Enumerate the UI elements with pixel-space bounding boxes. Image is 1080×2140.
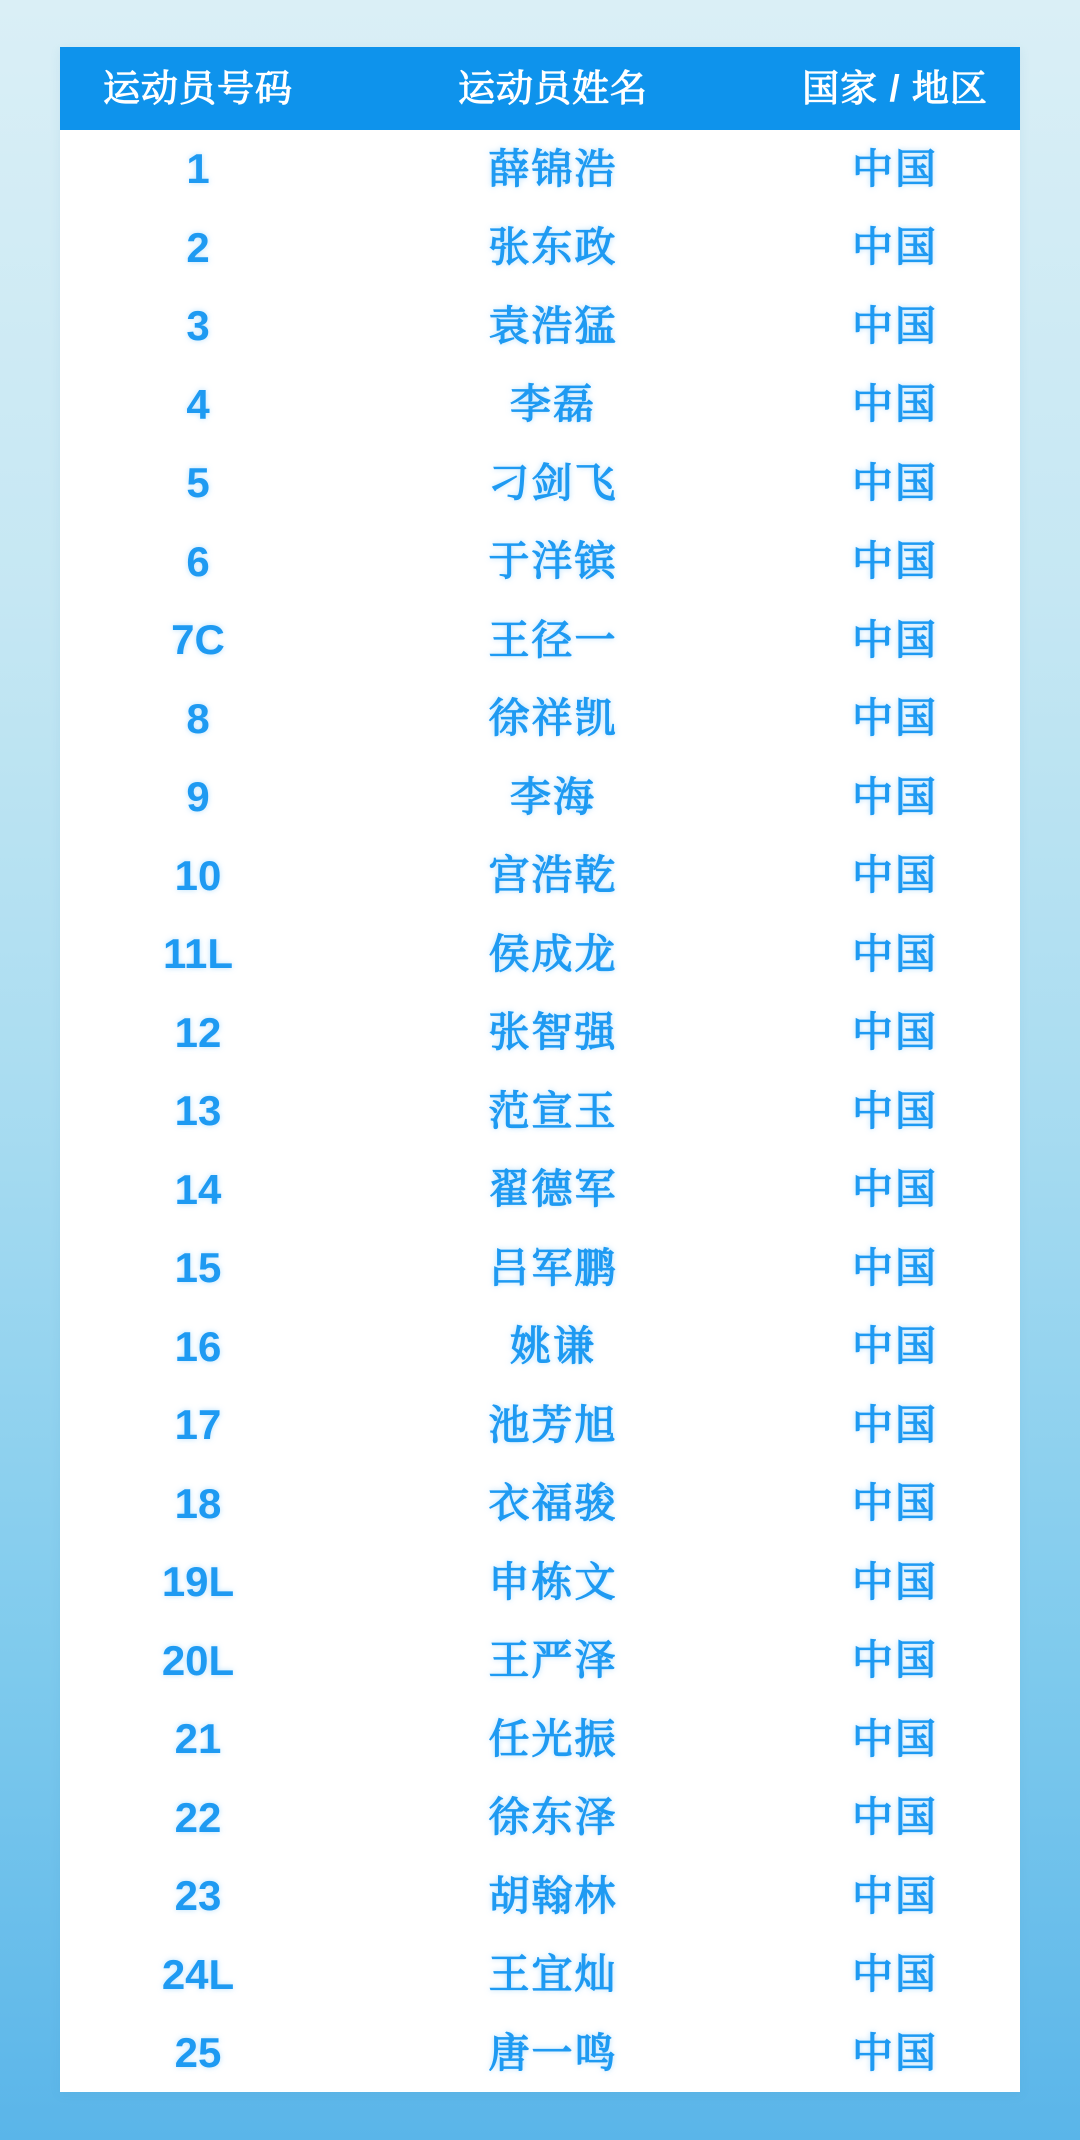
cell-athlete-name: 申栋文 bbox=[488, 1558, 618, 1605]
table-row bbox=[60, 1857, 1020, 1936]
table-row bbox=[60, 523, 1020, 602]
cell-athlete-name: 吕军鹏 bbox=[488, 1244, 618, 1291]
cell-country-region: 中国 bbox=[852, 459, 938, 506]
table-row bbox=[60, 1543, 1020, 1622]
cell-country-region: 中国 bbox=[852, 1951, 938, 1998]
cell-country-region: 中国 bbox=[852, 1480, 938, 1527]
table-row bbox=[60, 1779, 1020, 1858]
cell-country-region: 中国 bbox=[852, 224, 938, 271]
cell-athlete-number: 5 bbox=[186, 459, 210, 507]
table-row bbox=[60, 1622, 1020, 1701]
cell-athlete-name: 宫浩乾 bbox=[488, 852, 618, 899]
cell-athlete-number: 12 bbox=[174, 1008, 222, 1056]
cell-athlete-number: 2 bbox=[186, 223, 210, 271]
cell-athlete-number: 23 bbox=[174, 1872, 222, 1920]
cell-country-region: 中国 bbox=[852, 616, 938, 663]
cell-athlete-number: 16 bbox=[174, 1322, 222, 1370]
cell-country-region: 中国 bbox=[852, 1323, 938, 1370]
cell-athlete-number: 18 bbox=[174, 1479, 222, 1527]
column-header-athlete-number: 运动员号码 bbox=[103, 68, 293, 109]
table-row bbox=[60, 1072, 1020, 1151]
cell-athlete-name: 刁剑飞 bbox=[488, 459, 618, 506]
cell-athlete-name: 翟德军 bbox=[488, 1166, 618, 1213]
cell-athlete-number: 22 bbox=[174, 1793, 222, 1841]
table-header-row bbox=[60, 47, 1020, 130]
table-row bbox=[60, 1700, 1020, 1779]
cell-athlete-number: 9 bbox=[186, 773, 210, 821]
cell-athlete-name: 张智强 bbox=[488, 1009, 618, 1056]
cell-athlete-name: 徐东泽 bbox=[488, 1794, 618, 1841]
table-row bbox=[60, 1308, 1020, 1387]
cell-athlete-name: 范宣玉 bbox=[488, 1087, 618, 1134]
table-row bbox=[60, 444, 1020, 523]
cell-athlete-number: 19L bbox=[161, 1558, 235, 1606]
cell-athlete-name: 王严泽 bbox=[488, 1637, 618, 1684]
cell-country-region: 中国 bbox=[852, 1637, 938, 1684]
cell-athlete-number: 11L bbox=[162, 930, 234, 978]
column-header-athlete-name: 运动员姓名 bbox=[458, 68, 648, 109]
cell-country-region: 中国 bbox=[852, 1715, 938, 1762]
table-row bbox=[60, 1229, 1020, 1308]
table-row bbox=[60, 366, 1020, 445]
cell-athlete-number: 3 bbox=[186, 302, 210, 350]
cell-athlete-name: 衣福骏 bbox=[488, 1480, 618, 1527]
table-row bbox=[60, 758, 1020, 837]
cell-country-region: 中国 bbox=[852, 930, 938, 977]
cell-country-region: 中国 bbox=[852, 1087, 938, 1134]
cell-athlete-number: 24L bbox=[161, 1950, 235, 1998]
table-row bbox=[60, 1465, 1020, 1544]
cell-country-region: 中国 bbox=[852, 538, 938, 585]
cell-country-region: 中国 bbox=[852, 1558, 938, 1605]
cell-athlete-number: 20L bbox=[161, 1636, 235, 1684]
cell-country-region: 中国 bbox=[852, 852, 938, 899]
cell-athlete-number: 17 bbox=[174, 1401, 222, 1449]
table-row bbox=[60, 1386, 1020, 1465]
cell-country-region: 中国 bbox=[852, 381, 938, 428]
cell-athlete-name: 唐一鸣 bbox=[488, 2029, 618, 2076]
table-row bbox=[60, 994, 1020, 1073]
cell-athlete-name: 李磊 bbox=[510, 381, 596, 428]
table-row bbox=[60, 680, 1020, 759]
athlete-roster-card bbox=[60, 47, 1020, 2092]
cell-athlete-name: 侯成龙 bbox=[488, 930, 618, 977]
cell-country-region: 中国 bbox=[852, 302, 938, 349]
cell-country-region: 中国 bbox=[852, 145, 938, 192]
cell-country-region: 中国 bbox=[852, 1872, 938, 1919]
cell-athlete-name: 袁浩猛 bbox=[488, 302, 618, 349]
cell-athlete-number: 25 bbox=[174, 2029, 222, 2077]
cell-athlete-name: 徐祥凯 bbox=[488, 695, 618, 742]
cell-athlete-number: 7C bbox=[171, 616, 225, 664]
table-row bbox=[60, 915, 1020, 994]
cell-athlete-name: 李海 bbox=[510, 773, 596, 820]
cell-athlete-number: 4 bbox=[186, 380, 210, 428]
table-row bbox=[60, 287, 1020, 366]
cell-athlete-number: 8 bbox=[186, 694, 210, 742]
cell-country-region: 中国 bbox=[852, 1794, 938, 1841]
table-row bbox=[60, 209, 1020, 288]
cell-athlete-number: 10 bbox=[174, 851, 222, 899]
cell-athlete-number: 6 bbox=[186, 537, 210, 585]
cell-country-region: 中国 bbox=[852, 695, 938, 742]
cell-athlete-name: 姚谦 bbox=[510, 1323, 596, 1370]
cell-athlete-name: 池芳旭 bbox=[488, 1401, 618, 1448]
cell-athlete-number: 15 bbox=[174, 1244, 222, 1292]
cell-athlete-number: 14 bbox=[174, 1165, 222, 1213]
cell-athlete-number: 1 bbox=[186, 145, 210, 193]
cell-athlete-number: 13 bbox=[174, 1087, 222, 1135]
table-row bbox=[60, 1936, 1020, 2015]
cell-athlete-name: 王宜灿 bbox=[488, 1951, 618, 1998]
table-row bbox=[60, 601, 1020, 680]
cell-country-region: 中国 bbox=[852, 1244, 938, 1291]
table-row bbox=[60, 837, 1020, 916]
cell-country-region: 中国 bbox=[852, 1401, 938, 1448]
column-header-country-region: 国家 / 地区 bbox=[802, 68, 988, 109]
table-row bbox=[60, 130, 1020, 209]
cell-athlete-name: 张东政 bbox=[488, 224, 618, 271]
cell-athlete-name: 胡翰林 bbox=[488, 1872, 618, 1919]
table-row bbox=[60, 1151, 1020, 1230]
cell-country-region: 中国 bbox=[852, 1009, 938, 1056]
cell-athlete-name: 王径一 bbox=[488, 616, 618, 663]
cell-athlete-name: 薛锦浩 bbox=[488, 145, 618, 192]
cell-country-region: 中国 bbox=[852, 1166, 938, 1213]
cell-athlete-name: 于洋镔 bbox=[488, 538, 618, 585]
cell-athlete-name: 任光振 bbox=[488, 1715, 618, 1762]
cell-athlete-number: 21 bbox=[174, 1715, 222, 1763]
table-body bbox=[60, 130, 1020, 2093]
cell-country-region: 中国 bbox=[852, 2029, 938, 2076]
table-row bbox=[60, 2014, 1020, 2093]
cell-country-region: 中国 bbox=[852, 773, 938, 820]
